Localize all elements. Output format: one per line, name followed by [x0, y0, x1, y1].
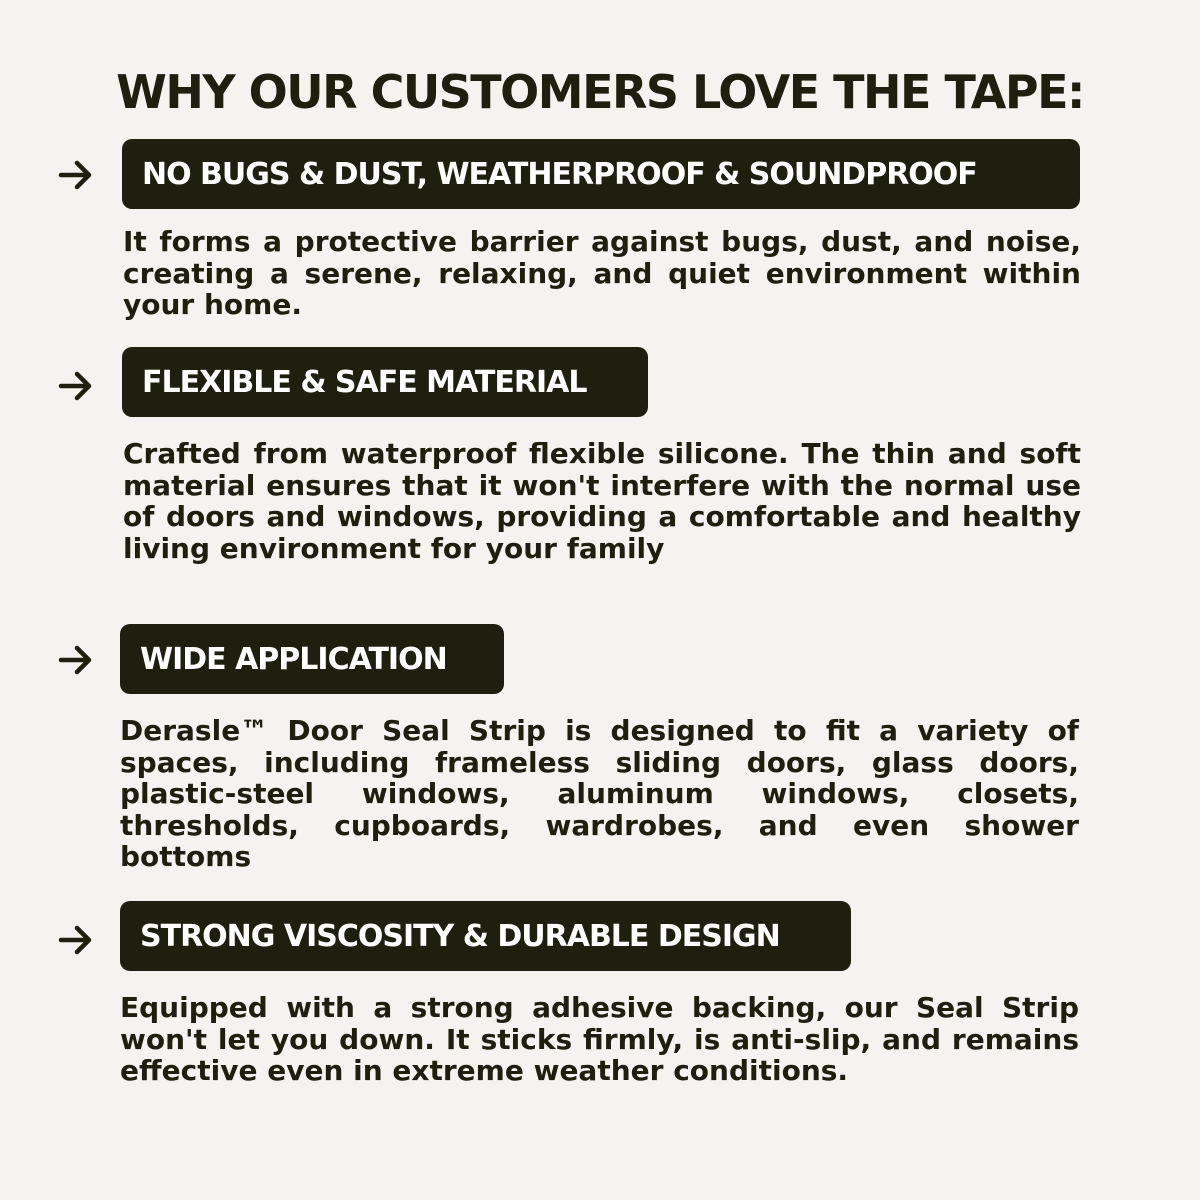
feature-description: Equipped with a strong adhesive backing, our Seal Strip won't let you down. It sticks firmly, is anti-slip, and remains effective even in extreme weather conditions.: [120, 991, 1079, 1087]
feature-heading-badge: WIDE APPLICATION: [120, 624, 504, 694]
feature-heading-badge: NO BUGS & DUST, WEATHERPROOF & SOUNDPROOF: [122, 139, 1080, 209]
feature-description: Crafted from waterproof flexible silicone. The thin and soft material ensures that it won't interfere with the normal use of doors and windows, providing a comfortable and healthy living environment for your family: [123, 437, 1081, 565]
feature-description: Derasle™ Door Seal Strip is designed to fit a variety of spaces, including frameless sliding doors, glass doors, plastic-steel windows, aluminum windows, closets, thresholds, cupboards, wardrobes, and even shower bottoms: [120, 714, 1079, 873]
feature-heading-badge: FLEXIBLE & SAFE MATERIAL: [122, 347, 648, 417]
page-title: WHY OUR CUSTOMERS LOVE THE TAPE:: [116, 65, 1084, 119]
feature-description: It forms a protective barrier against bugs, dust, and noise, creating a serene, relaxing, and quiet environment within your home.: [123, 225, 1081, 321]
feature-heading-badge: STRONG VISCOSITY & DURABLE DESIGN: [120, 901, 851, 971]
arrow-right-icon: [58, 157, 94, 193]
arrow-right-icon: [58, 642, 94, 678]
arrow-right-icon: [58, 368, 94, 404]
arrow-right-icon: [58, 922, 94, 958]
